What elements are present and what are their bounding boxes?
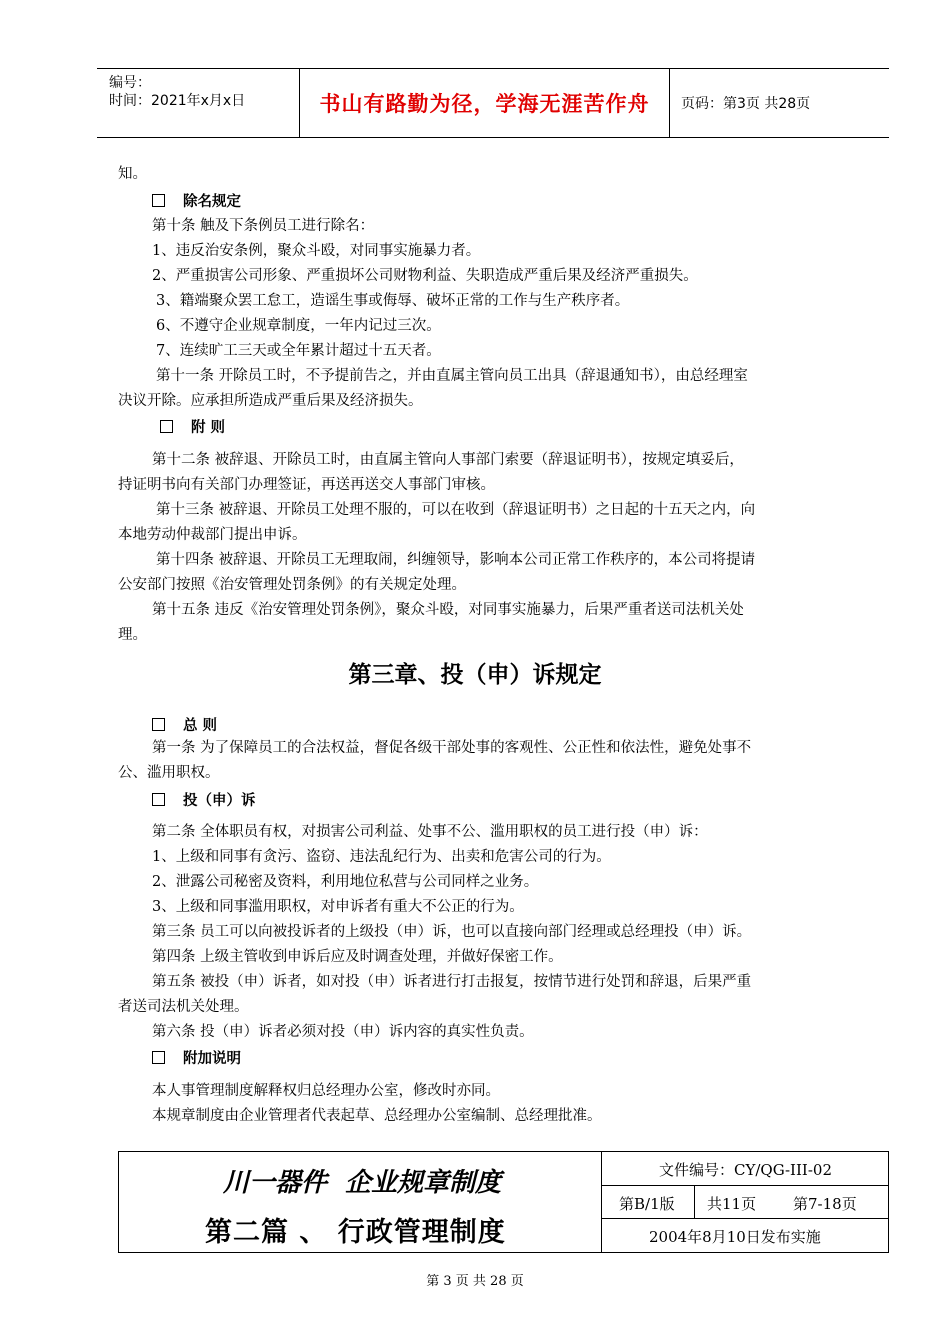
section-label: 总 则 — [183, 718, 218, 734]
extra-note: 本人事管理制度解释权归总经理办公室，修改时亦同。 — [152, 1083, 500, 1099]
article-14: 第十四条 被辞退、开除员工无理取闹，纠缠领导，影响本公司正常工作秩序的，本公司将提请 — [156, 552, 756, 568]
checkbox-icon — [152, 194, 165, 207]
header-divider — [669, 69, 670, 137]
list-item: 7、连续旷工三天或全年累计超过十五天者。 — [156, 343, 441, 359]
list-item: 6、不遵守企业规章制度，一年内记过三次。 — [156, 318, 441, 334]
article-15-cont: 理。 — [118, 627, 147, 643]
list-item: 3、上级和同事滥用职权，对申诉者有重大不公正的行为。 — [152, 899, 524, 915]
document-footer-box — [118, 1151, 889, 1253]
article-12: 第十二条 被辞退、开除员工时，由直属主管向人事部门索要（辞退证明书），按规定填妥后， — [152, 452, 744, 468]
page-range: 第7-18页 — [793, 1195, 857, 1213]
complaint-article-5: 第五条 被投（申）诉者，如对投（申）诉者进行打击报复，按情节进行处罚和辞退，后果严重 — [152, 974, 752, 990]
extra-note: 本规章制度由企业管理者代表起草、总经理办公室编制、总经理批准。 — [152, 1108, 602, 1124]
section-heading-complaint — [152, 789, 256, 810]
page-number-footer: 第 3 页 共 28 页 — [426, 1274, 524, 1289]
complaint-article-4: 第四条 上级主管收到申诉后应及时调查处理，并做好保密工作。 — [152, 949, 563, 965]
total-pages: 共11页 — [707, 1195, 757, 1213]
checkbox-icon — [152, 793, 165, 806]
chapter-title: 第三章、投（申）诉规定 — [348, 662, 602, 688]
article-15: 第十五条 违反《治安管理处罚条例》，聚众斗殴，对同事实施暴力，后果严重者送司法机关处 — [152, 602, 744, 618]
complaint-article-1-cont: 公、滥用职权。 — [118, 765, 220, 781]
company-brand — [223, 1162, 501, 1199]
header-meta — [97, 69, 299, 137]
file-number: 文件编号：CY/QG-III-02 — [659, 1161, 832, 1179]
checkbox-icon — [160, 420, 173, 433]
section-heading-dismissal — [152, 190, 241, 211]
company-name: 川一器件 — [223, 1168, 328, 1198]
section-heading-annex — [160, 416, 225, 437]
list-item: 2、严重损害公司形象、严重损坏公司财物利益、失职造成严重后果及经济严重损失。 — [152, 268, 698, 284]
article-13: 第十三条 被辞退、开除员工处理不服的，可以在收到（辞退证明书）之日起的十五天之内，向 — [156, 502, 756, 518]
header-page-label: 页码：第3页 共28页 — [681, 96, 811, 112]
complaint-article-3: 第三条 员工可以向被投诉者的上级投（申）诉，也可以直接向部门经理或总经理投（申）诉。 — [152, 924, 752, 940]
article-13-cont: 本地劳动仲裁部门提出申诉。 — [118, 527, 307, 543]
list-item: 3、籍端聚众罢工怠工，造谣生事或侮辱、破坏正常的工作与生产秩序者。 — [156, 293, 630, 309]
part-title: 第二篇 、 行政管理制度 — [205, 1217, 506, 1248]
page-header — [97, 68, 889, 138]
section-label: 附 则 — [191, 420, 226, 436]
time-label: 时间：2021年x月x日 — [109, 93, 246, 109]
complaint-article-5-cont: 者送司法机关处理。 — [118, 999, 249, 1015]
divider — [694, 1185, 695, 1218]
list-item: 1、违反治安条例，聚众斗殴，对同事实施暴力者。 — [152, 243, 481, 259]
complaint-article-6: 第六条 投（申）诉者必须对投（申）诉内容的真实性负责。 — [152, 1024, 534, 1040]
article-11-cont: 决议开除。应承担所造成严重后果及经济损失。 — [118, 393, 423, 409]
article-10: 第十条 触及下条例员工进行除名： — [152, 218, 375, 234]
list-item: 2、泄露公司秘密及资料，利用地位私营与公司同样之业务。 — [152, 874, 539, 890]
issue-date: 2004年8月10日发布实施 — [649, 1228, 821, 1246]
section-label: 除名规定 — [183, 194, 241, 210]
complaint-article-1: 第一条 为了保障员工的合法权益，督促各级干部处事的客观性、公正性和依法性，避免处事不 — [152, 740, 752, 756]
divider — [601, 1152, 602, 1252]
article-12-cont: 持证明书向有关部门办理签证，再送再送交人事部门审核。 — [118, 477, 495, 493]
divider — [601, 1218, 888, 1219]
version: 第B/1版 — [619, 1195, 675, 1213]
complaint-article-2: 第二条 全体职员有权，对损害公司利益、处事不公、滥用职权的员工进行投（申）诉： — [152, 824, 708, 840]
checkbox-icon — [152, 718, 165, 731]
article-14-cont: 公安部门按照《治安管理处罚条例》的有关规定处理。 — [118, 577, 466, 593]
list-item: 1、上级和同事有贪污、盗窃、违法乱纪行为、出卖和危害公司的行为。 — [152, 849, 611, 865]
header-motto: 书山有路勤为径，学海无涯苦作舟 — [319, 92, 650, 116]
article-11: 第十一条 开除员工时，不予提前告之，并由直属主管向员工出具（辞退通知书），由总经理室 — [156, 368, 748, 384]
paragraph: 知。 — [118, 166, 147, 182]
code-label: 编号： — [109, 75, 151, 91]
divider — [601, 1185, 888, 1186]
section-label: 附加说明 — [183, 1051, 241, 1067]
checkbox-icon — [152, 1051, 165, 1064]
section-heading-general — [152, 714, 217, 735]
section-label: 投（申）诉 — [183, 793, 256, 809]
doc-type: 企业规章制度 — [345, 1168, 502, 1198]
section-heading-extra — [152, 1047, 241, 1068]
